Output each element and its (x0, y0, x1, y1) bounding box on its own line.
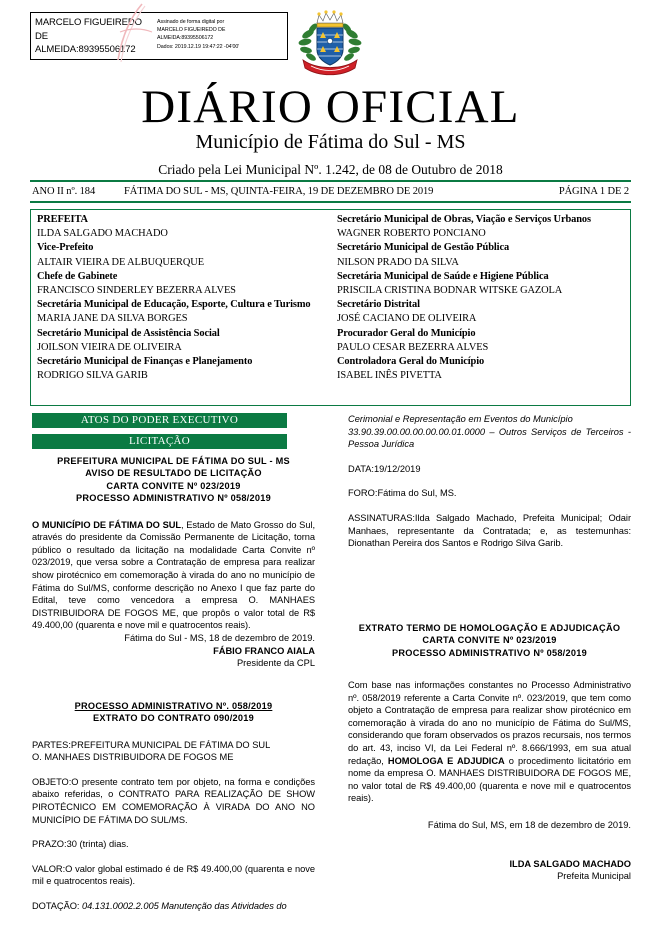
infobar (32, 183, 629, 200)
notice2-partes-line-2: O. MANHAES DISTRIBUIDORA DE FOGOS ME (32, 752, 234, 763)
signature-name-line-3: ALMEIDA:89395506172 (35, 44, 136, 55)
official-role: Secretário Municipal de Obras, Viação e Serviços Urbanos (337, 214, 591, 225)
notice3-place-date: Fátima do Sul, MS, em 18 de dezembro de 2019. (427, 819, 631, 830)
official-name: FRANCISCO SINDERLEY BEZERRA ALVES (37, 285, 236, 297)
notice3-signer-name: ILDA SALGADO MACHADO (509, 858, 631, 869)
notice2-heading (32, 700, 315, 725)
notice2-partes-value-1: PREFEITURA MUNICIPAL DE FÁTIMA DO SUL (70, 739, 271, 750)
notice3-body-part2: o procedimento licitatório em nome da empresa O. MANHAES DISTRIBUIDORA DE FOGOS ME, no valor total de R$ 49.400,00 (quarenta e nove mil e quatrocentos reais). (348, 755, 631, 804)
notice1-heading-line-1: PREFEITURA MUNICIPAL DE FÁTIMA DO SUL - MS (57, 456, 290, 466)
official-name: ILDA SALGADO MACHADO (37, 228, 168, 240)
signature-name-line-1: MARCELO FIGUEIREDO (35, 17, 142, 28)
page-title: DIÁRIO OFICIAL (141, 81, 520, 133)
official-role: Secretária Municipal de Saúde e Higiene Pública (337, 270, 549, 282)
notice1-body-rest: , Estado de Mato Grosso do Sul, através do presidente da Comissão Permanente de Licitação, torna público o resultado da licitação na modalidade Carta Convite nº 023/2019, que versa sobre a Contratação de empresa para realizar show pirotécnico em comemoração à virada do ano no município de Fátima do Sul/MS, conforme descrição no Anexo I que faz parte do Edital, teve como vencedora a empresa O. MANHAES DISTRIBUIDORA DE FOGOS ME, que propôs o valor total de R$ 49.400,00 (quarenta e nove mil e quatrocentos reais). (32, 519, 315, 631)
notice1-heading-line-2: AVISO DE RESULTADO DE LICITAÇÃO (85, 468, 262, 479)
notice2-valor: VALOR:O valor global estimado é de R$ 49.400,00 (quarenta e nove mil e quatrocentos reais). (32, 863, 315, 887)
notice1-signer-name: FÁBIO FRANCO AIALA (213, 645, 315, 656)
official-role: Secretário Distrital (337, 299, 420, 311)
official-role: Secretário Municipal de Assistência Social (37, 327, 220, 339)
signature-detail-line-2: MARCELO FIGUEIREDO DE (157, 27, 226, 34)
continuation-data: DATA:19/12/2019 (348, 463, 421, 474)
notice2-partes-line-1 (32, 739, 315, 752)
masthead-subtitle: Município de Fátima do Sul - MS (195, 131, 466, 153)
notice2-dotacao-value: 04.131.0002.2.005 Manutenção das Atividades do (82, 900, 287, 911)
masthead (0, 82, 661, 179)
official-name: MARIA JANE DA SILVA BORGES (37, 313, 188, 325)
digital-signature-stamp (30, 12, 288, 60)
coat-of-arms-emblem-icon (297, 8, 363, 80)
infobar-edition: ANO II nº. 184 (32, 186, 96, 197)
notice1-place-date: Fátima do Sul - MS, 18 de dezembro de 2019. (124, 632, 315, 643)
masthead-law-line: Criado pela Lei Municipal Nº. 1.242, de 08 de Outubro de 2018 (158, 162, 503, 177)
notice1-heading (32, 455, 315, 505)
official-role: Secretária Municipal de Educação, Esporte, Cultura e Turismo (37, 299, 311, 311)
notice1-signer-title: Presidente da CPL (236, 658, 315, 669)
official-role: PREFEITA (37, 214, 88, 225)
official-role: Procurador Geral do Município (337, 327, 476, 339)
infobar-page-number: PÁGINA 1 DE 2 (558, 186, 629, 197)
notice1-body (32, 519, 315, 632)
continuation-assinaturas: ASSINATURAS:Ilda Salgado Machado, Prefeita Municipal; Odair Manhaes, representante da Contratada; e, as testemunhas: Dionathan Pereira dos Santos e Rodrigo Silva Garib. (348, 512, 631, 549)
notice-homologacao-adjudicacao (348, 622, 631, 883)
notice3-heading-line-3: PROCESSO ADMINISTRATIVO Nº 058/2019 (392, 647, 587, 658)
notice2-prazo: PRAZO:30 (trinta) dias. (32, 839, 129, 850)
officials-column-left (31, 210, 329, 405)
continuation-line-2: 33.90.39.00.00.00.00.00.01.0000 – Outros Serviços de Terceiros - Pessoa Jurídica (348, 426, 631, 450)
official-name: NILSON PRADO DA SILVA (337, 256, 459, 268)
signature-detail-line-4: Dados: 2019.12.19 19:47:22 -04'00' (157, 43, 240, 50)
officials-box (30, 209, 631, 406)
continuation-foro: FORO:Fátima do Sul, MS. (348, 488, 457, 499)
official-name: ALTAIR VIEIRA DE ALBUQUERQUE (37, 256, 204, 268)
official-role: Controladora Geral do Município (337, 356, 485, 368)
notice2-heading-underlined: PROCESSO ADMINISTRATIVO Nº. 058/2019 (74, 700, 273, 711)
section-bar-licitacao: LICITAÇÃO (32, 434, 287, 449)
official-name: JOILSON VIEIRA DE OLIVEIRA (37, 341, 182, 353)
official-role: Secretário Municipal de Finanças e Planejamento (37, 356, 253, 368)
infobar-rule-top (30, 180, 631, 182)
notice2-heading-second: EXTRATO DO CONTRATO 090/2019 (92, 713, 254, 724)
notice1-heading-line-4: PROCESSO ADMINISTRATIVO Nº 058/2019 (76, 493, 271, 504)
signature-detail-block (152, 13, 287, 59)
official-name: PAULO CESAR BEZERRA ALVES (337, 341, 489, 353)
official-name: WAGNER ROBERTO PONCIANO (337, 228, 486, 240)
notice3-body (348, 679, 631, 805)
signature-detail-line-3: ALMEIDA:89395506172 (157, 35, 214, 42)
infobar-rule-bottom (30, 201, 631, 203)
official-name: ISABEL INÊS PIVETTA (337, 370, 442, 382)
notice1-body-lead: O MUNICÍPIO DE FÁTIMA DO SUL (32, 519, 182, 530)
continuation-block (348, 413, 631, 550)
notice3-body-part1: Com base nas informações constantes no Processo Administrativo nº. 058/2019 referente a Carta Convite nº. 023/2019, que tem como objeto a Contratação de empresa para realizar show pirotécnico em comemoração à virada do ano no município de Fátima do Sul/MS, considerando que foram observados os prazos recursais, nos termos do art. 43, inciso VI, da Lei Federal nº. 8.666/1993, em sua atual redação, (348, 679, 631, 766)
signature-name-block (31, 13, 152, 59)
official-role: Chefe de Gabinete (37, 270, 118, 282)
notice2-dotacao (32, 900, 315, 913)
notice1-heading-line-3: CARTA CONVITE Nº 023/2019 (106, 480, 241, 491)
infobar-date: FÁTIMA DO SUL - MS, QUINTA-FEIRA, 19 DE DEZEMBRO DE 2019 (124, 186, 434, 197)
officials-column-right (329, 210, 629, 405)
notice2-partes-label: PARTES: (32, 739, 71, 750)
notice2-partes (32, 739, 315, 764)
notice3-heading-line-1: EXTRATO TERMO DE HOMOLOGAÇÃO E ADJUDICAÇÃO (358, 622, 621, 633)
continuation-line-1: Cerimonial e Representação em Eventos do Município (348, 414, 573, 424)
official-name: RODRIGO SILVA GARIB (37, 370, 148, 382)
signature-name-line-2: DE (35, 30, 48, 42)
signature-detail-line-1: Assinado de forma digital por (157, 19, 225, 25)
notice3-body-emphasis: HOMOLOGA E ADJUDICA (387, 755, 505, 766)
official-role: Secretário Municipal de Gestão Pública (337, 242, 510, 254)
notice3-heading (348, 622, 631, 659)
notice-aviso-resultado (32, 455, 315, 670)
notice2-objeto: OBJETO:O presente contrato tem por objeto, na forma e condições abaixo referidas, o CONTRATO PARA REALIZAÇÃO DE SHOW PIROTÉCNICO EM COMEMORAÇÃO À VIRADA DO ANO NO MUNICÍPIO DE FÁTIMA DO SUL/MS. (32, 776, 315, 825)
notice2-dotacao-label: DOTAÇÃO: (32, 900, 82, 911)
official-name: JOSÉ CACIANO DE OLIVEIRA (337, 313, 477, 325)
notice-extrato-contrato (32, 700, 315, 913)
column-left (32, 455, 315, 913)
notice3-signer-title: Prefeita Municipal (557, 871, 631, 882)
official-role: Vice-Prefeito (37, 242, 94, 254)
column-right (348, 413, 631, 883)
official-name: PRISCILA CRISTINA BODNAR WITSKE GAZOLA (337, 285, 563, 297)
section-bar-atos-do-poder-executivo: ATOS DO PODER EXECUTIVO (32, 413, 287, 428)
notice3-heading-line-2: CARTA CONVITE Nº 023/2019 (422, 635, 557, 646)
